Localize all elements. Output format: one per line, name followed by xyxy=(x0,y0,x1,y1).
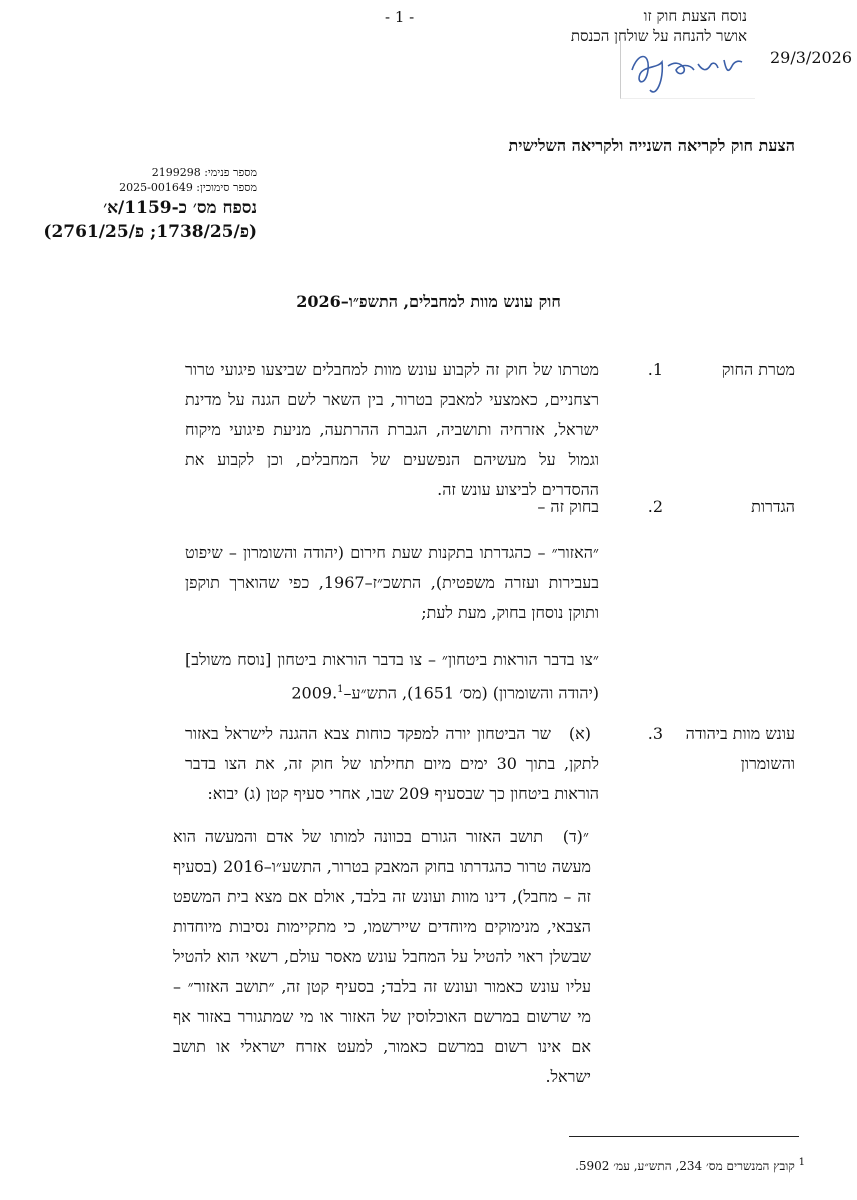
stamp-line-2: אושר להנחה על שולחן הכנסת xyxy=(570,27,747,45)
section-1-heading: מטרת החוק xyxy=(721,360,795,379)
handwritten-signature xyxy=(628,40,748,100)
file-meta xyxy=(119,165,257,195)
stamp-line-1: נוסח הצעת חוק זו xyxy=(643,7,747,25)
page-number: - 1 - xyxy=(385,8,415,26)
footnote-ref[interactable]: 1 xyxy=(337,684,344,695)
stamp-date: 29/3/2026 xyxy=(770,48,853,67)
section-3-heading: עונש מוות ביהודה והשומרון xyxy=(685,724,795,773)
footnote-marker: 1 xyxy=(798,1157,805,1168)
document-heading: הצעת חוק לקריאה השנייה ולקריאה השלישית xyxy=(508,136,795,155)
internal-number: מספר פנימי: 2199298 xyxy=(151,166,257,179)
definition-security-order xyxy=(185,645,599,708)
section-2-heading: הגדרות xyxy=(751,497,795,516)
definition-region-text xyxy=(185,538,599,628)
footnote-divider xyxy=(569,1136,799,1137)
section-2-number: 2. xyxy=(647,497,663,516)
supplement-block xyxy=(43,196,257,244)
section-3-number: 3. xyxy=(647,724,663,743)
subsection-marker: (א) xyxy=(568,724,591,743)
section-1-body: מטרתו של חוק זה לקבוע עונש מוות למחבלים שביצעו פיגועי טרור רצחניים, כאמצעי למאבק בטרור, בין השאר לשם הגנה על מדינת ישראל, אזרחיה ותושביה, הגברת ההרתעה, מניעת פיגועי מיקוח וגמול על מעשיהם הנפשעים של המחבלים, וכן לקבוע את ההסדרים לביצוע עונש זה. xyxy=(185,360,599,499)
quoted-amendment: תושב האזור הגורם בכוונה למותו של אדם והמעשה הוא מעשה טרור כהגדרתו בחוק המאבק בטרור, התשע״ו–2016 (בסעיף זה – מחבל), דינו מוות ועונש זה בלבד, אולם אם מצא בית המשפט הצבאי, מנימוקים מיוחדים שיירשמו, כי מתקיימות נסיבות מיוחדות שבשלן ראוי להטיל על המחבל עונש מאסר עולם, רשאי הוא להטיל עליו עונש כאמור ועונש זה בלבד; בסעיף קטן זה, ״תושב האזור״ – מי שרשום במרשם האוכלוסין של האזור או מי שמתגורר באזור אף אם אינו רשום במרשם כאמור, למעט אזרח ישראלי או תושב ישראל. xyxy=(173,827,591,1086)
definition-region xyxy=(185,538,599,628)
bill-numbers: (פ/1738/25; פ/2761/25) xyxy=(43,222,257,242)
footnote xyxy=(575,1157,805,1174)
section-2-body: בחוק זה – xyxy=(537,497,599,516)
footnote-text: קובץ המנשרים מס׳ 234, התש״ע, עמ׳ 5902. xyxy=(575,1159,795,1173)
definition-security-order-body: ״צו בדבר הוראות ביטחון״ – צו בדבר הוראות ביטחון [נוסח משולב] (יהודה והשומרון) (מס׳ 1651), התש״ע–2009. xyxy=(185,650,599,703)
law-title: חוק עונש מוות למחבלים, התשפ״ו–2026 xyxy=(296,292,561,311)
reference-number: מספר סימוכין: 2025-001649 xyxy=(119,181,257,194)
quote-marker: ״(ד) xyxy=(562,827,589,846)
section-3-body: שר הביטחון יורה למפקד כוחות צבא ההגנה לישראל באזור לתקן, בתוך 30 ימים מיום תחילתו של חוק זה, את הצו בדבר הוראות ביטחון כך שבסעיף 209 שבו, אחרי סעיף קטן (ג) יבוא: xyxy=(185,724,599,803)
supplement-number: נספח מס׳ כ-1159/א׳ xyxy=(103,198,257,218)
section-1-number: 1. xyxy=(647,360,663,379)
definition-region-body: ״האזור״ – כהגדרתו בתקנות שעת חירום (יהודה והשומרון – שיפוט בעבירות ועזרה משפטית), התשכ״ז–1967, כפי שהוארך תוקפן ותוקן נוסחן בחוק, מעת לעת; xyxy=(185,543,599,622)
